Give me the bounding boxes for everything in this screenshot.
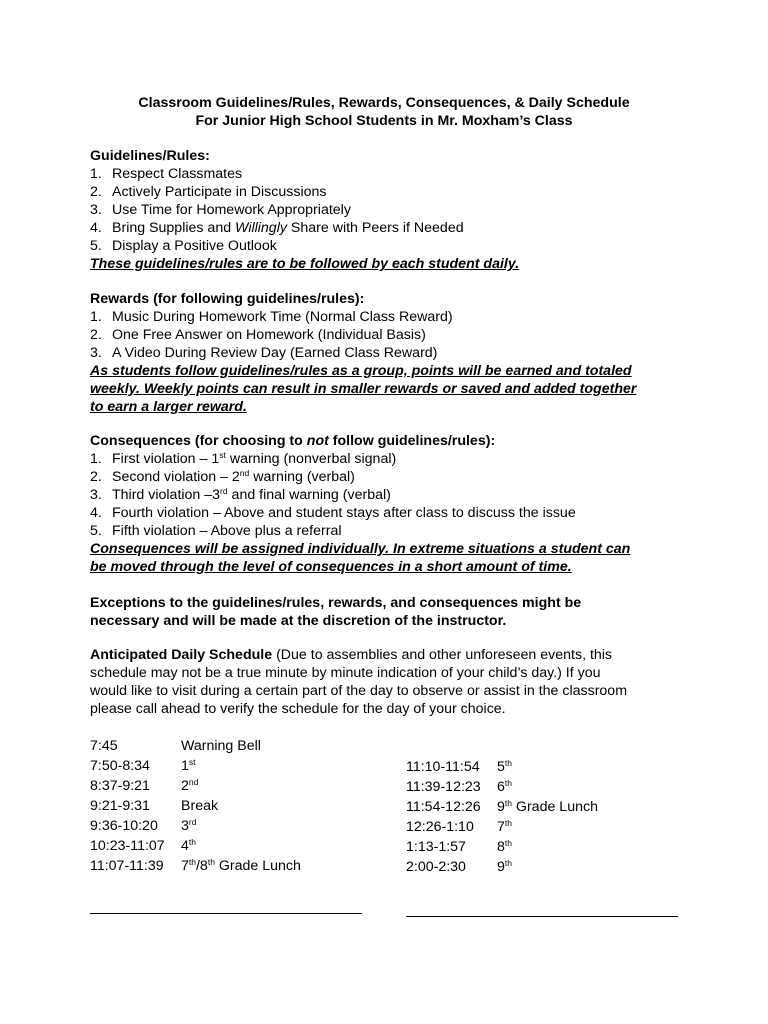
rewards-note-line: As students follow guidelines/rules as a group, points will be earned and totaled xyxy=(90,363,632,379)
schedule-row: 2:00-2:30 9th xyxy=(406,858,512,875)
rewards-section xyxy=(90,290,690,416)
list-item: 4. Bring Supplies and Willingly Share with Peers if Needed xyxy=(90,220,464,236)
signature-line-right xyxy=(406,916,678,917)
consequences-note-line: be moved through the level of consequences in a short amount of time. xyxy=(90,559,572,575)
guidelines-heading: Guidelines/Rules: xyxy=(90,148,210,164)
schedule-right-column xyxy=(406,758,706,878)
schedule-intro: Anticipated Daily Schedule (Due to assemblies and other unforeseen events, this schedule may not be a true minute by minute indication of your child’s day.) If you would like to visit during a certain part of the day to observe or assist in the classroom please call ahead to verify the schedule for the day of your choice. xyxy=(90,647,628,717)
schedule-row: 9:36-10:20 3rd xyxy=(90,817,197,834)
schedule-row: 11:07-11:39 7th/8th Grade Lunch xyxy=(90,857,301,874)
schedule-row: 8:37-9:21 2nd xyxy=(90,777,199,794)
exceptions-line: necessary and will be made at the discretion of the instructor. xyxy=(90,613,507,629)
list-item: 3. Use Time for Homework Appropriately xyxy=(90,202,351,218)
schedule-row: 7:45 Warning Bell xyxy=(90,738,261,754)
list-item: 2. One Free Answer on Homework (Individual Basis) xyxy=(90,327,426,343)
list-item: 3. A Video During Review Day (Earned Class Reward) xyxy=(90,345,438,361)
guidelines-note: These guidelines/rules are to be followed by each student daily. xyxy=(90,256,520,272)
list-item: 2. Actively Participate in Discussions xyxy=(90,184,327,200)
consequences-heading: Consequences (for choosing to not follow guidelines/rules): xyxy=(90,433,496,449)
schedule-heading: Anticipated Daily Schedule xyxy=(90,647,273,663)
list-item: 2. Second violation – 2nd warning (verbal) xyxy=(90,468,355,485)
schedule-left-column xyxy=(90,737,390,877)
schedule-row: 7:50-8:34 1st xyxy=(90,757,196,774)
exceptions-section xyxy=(90,594,690,630)
schedule-row: 10:23-11:07 4th xyxy=(90,837,196,854)
schedule-row: 11:39-12:23 6th xyxy=(406,778,512,795)
list-item: 4. Fourth violation – Above and student stays after class to discuss the issue xyxy=(90,505,576,521)
rewards-heading: Rewards (for following guidelines/rules): xyxy=(90,291,365,307)
schedule-row: 9:21-9:31 Break xyxy=(90,798,219,814)
guidelines-section xyxy=(90,147,690,273)
schedule-row: 1:13-1:57 8th xyxy=(406,838,512,855)
signature-line-left xyxy=(90,913,362,914)
consequences-section xyxy=(90,432,690,576)
rewards-note-line: weekly. Weekly points can result in smaller rewards or saved and added together xyxy=(90,381,637,397)
exceptions-line: Exceptions to the guidelines/rules, rewards, and consequences might be xyxy=(90,595,582,611)
consequences-note-line: Consequences will be assigned individually. In extreme situations a student can xyxy=(90,541,631,557)
schedule-row: 11:10-11:54 5th xyxy=(406,758,512,775)
list-item: 1. Respect Classmates xyxy=(90,166,243,182)
schedule-row: 11:54-12:26 9th Grade Lunch xyxy=(406,798,598,815)
schedule-row: 12:26-1:10 7th xyxy=(406,818,512,835)
document-title-line-2: For Junior High School Students in Mr. Moxham’s Class xyxy=(195,113,573,129)
list-item: 3. Third violation –3rd and final warning (verbal) xyxy=(90,486,391,503)
list-item: 1. Music During Homework Time (Normal Class Reward) xyxy=(90,309,453,325)
document-title-line-1: Classroom Guidelines/Rules, Rewards, Consequences, & Daily Schedule xyxy=(138,95,630,111)
rewards-note-line: to earn a larger reward. xyxy=(90,399,247,415)
list-item: 1. First violation – 1st warning (nonverbal signal) xyxy=(90,450,397,467)
list-item: 5. Fifth violation – Above plus a referral xyxy=(90,523,342,539)
list-item: 5. Display a Positive Outlook xyxy=(90,238,277,254)
